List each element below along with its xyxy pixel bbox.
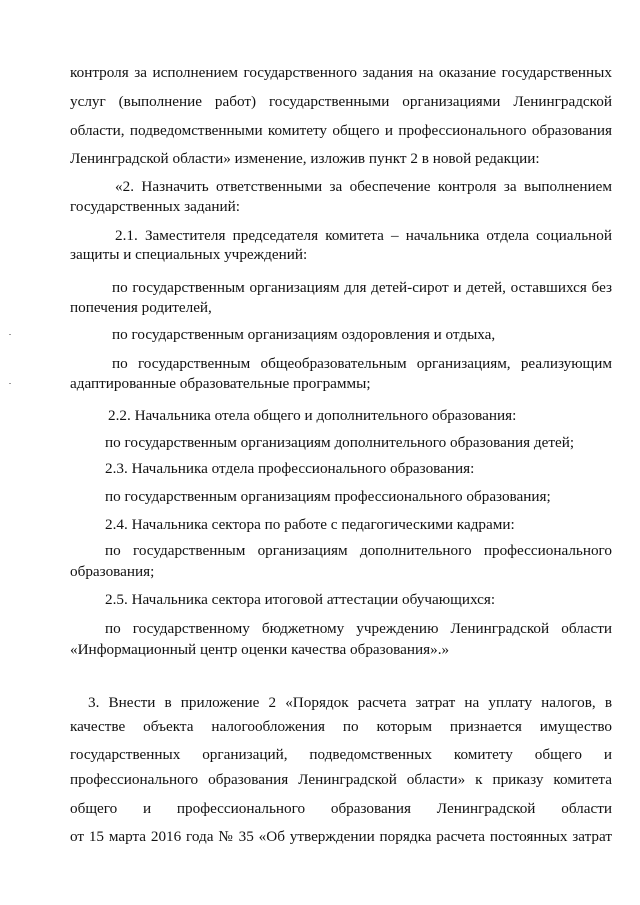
text-line: общего и профессионального образования Ленинградской области: [70, 800, 612, 817]
text-line: по государственным организациям оздоровления и отдыха,: [112, 326, 496, 343]
text-line: по государственным организациям дополнительного образования детей;: [105, 434, 575, 451]
text-line: 2.3. Начальника отдела профессионального образования:: [105, 460, 475, 477]
text-line: «Информационный центр оценки качества образования».»: [70, 641, 450, 658]
text-line: «2. Назначить ответственными за обеспечение контроля за выполнением: [115, 178, 612, 195]
text-line: по государственным общеобразовательным организациям, реализующим: [112, 355, 612, 372]
text-line: по государственному бюджетному учреждению Ленинградской области: [105, 620, 612, 637]
text-line: по государственным организациям дополнительного профессионального: [105, 542, 612, 559]
text-line: образования;: [70, 563, 155, 580]
text-line: 2.2. Начальника отела общего и дополнительного образования:: [108, 407, 517, 424]
text-line: Ленинградской области» изменение, изложив пункт 2 в новой редакции:: [70, 150, 540, 167]
text-line: по государственным организациям профессионального образования;: [105, 488, 551, 505]
scan-speck: [9, 383, 11, 384]
text-line: 2.1. Заместителя председателя комитета – начальника отдела социальной: [115, 227, 612, 244]
text-line: 2.4. Начальника сектора по работе с педагогическими кадрами:: [105, 516, 515, 533]
text-line: по государственным организациям для детей-сирот и детей, оставшихся без: [112, 279, 612, 296]
text-line: защиты и специальных учреждений:: [70, 246, 308, 263]
text-line: 3. Внести в приложение 2 «Порядок расчета затрат на уплату налогов, в: [88, 694, 612, 711]
text-line: государственных организаций, подведомственных комитету общего и: [70, 746, 612, 763]
text-line: 2.5. Начальника сектора итоговой аттестации обучающихся:: [105, 591, 496, 608]
text-line: попечения родителей,: [70, 299, 212, 316]
text-line: качестве объекта налогообложения по которым признается имущество: [70, 718, 612, 735]
text-line: профессионального образования Ленинградской области» к приказу комитета: [70, 771, 612, 788]
text-line: от 15 марта 2016 года № 35 «Об утверждении порядка расчета постоянных затрат: [70, 828, 612, 845]
text-line: контроля за исполнением государственного задания на оказание государственных: [70, 64, 612, 81]
text-line: услуг (выполнение работ) государственными организациями Ленинградской: [70, 93, 612, 110]
scan-speck: [9, 334, 11, 335]
text-line: области, подведомственными комитету общего и профессионального образования: [70, 122, 612, 139]
text-line: государственных заданий:: [70, 198, 240, 215]
text-line: адаптированные образовательные программы;: [70, 375, 371, 392]
